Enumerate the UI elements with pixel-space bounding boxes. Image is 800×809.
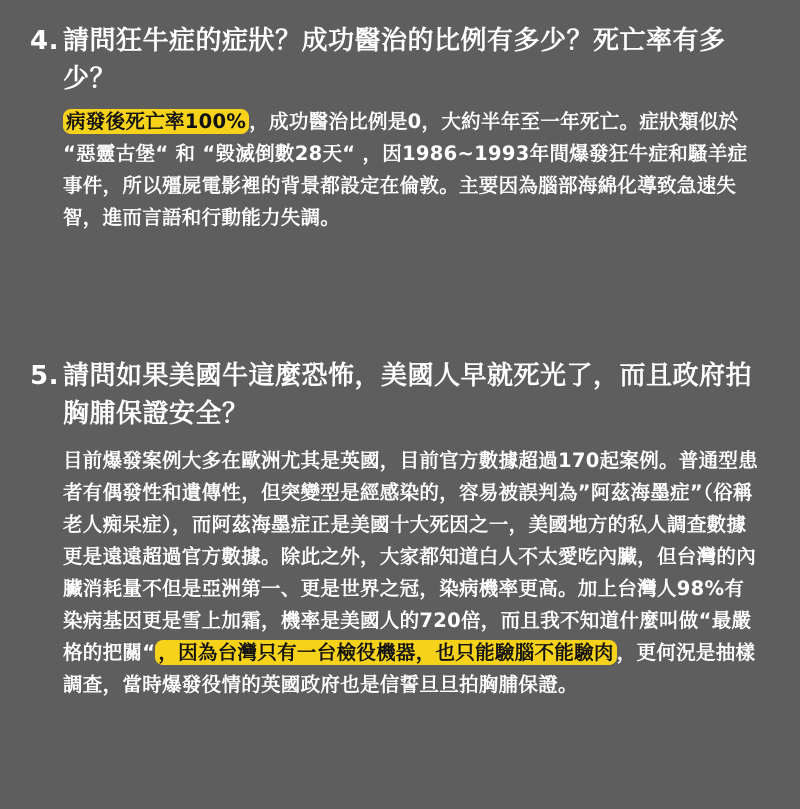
answer-5 (63, 445, 758, 701)
qa-item-5 (0, 357, 800, 701)
answer-text: ，成功醫治比例是0，大約半年至一年死亡。症狀類似於 “惡靈古堡“ 和 “毀滅倒數28天“ ，因1986~1993年間爆發狂牛症和騷羊症事件，所以殭屍電影裡的背景都設定在倫敦。主要因為腦部海綿化導致急速失智，進而言語和行動能力失調。 (63, 110, 748, 229)
question-number: 4. (30, 26, 59, 56)
highlighted-text: 病發後死亡率100% (63, 109, 249, 134)
qa-item-4 (0, 22, 800, 234)
question-4 (0, 22, 800, 98)
answer-4 (63, 106, 758, 234)
answer-text: 目前爆發案例大多在歐洲尤其是英國，目前官方數據超過170起案例。普通型患者有偶發性和遺傳性，但突變型是經感染的，容易被誤判為”阿茲海墨症”（俗稱老人痴呆症），而阿茲海墨症正是美國十大死因之一，美國地方的私人調查數據更是遠遠超過官方數據。除此之外，大家都知道白人不太愛吃內臟，但台灣的內臟消耗量不但是亞洲第一、更是世界之冠，染病機率更高。加上台灣人98%有染病基因更是雪上加霜，機率是美國人的720倍，而且我不知道什麼叫做“最嚴格的把關“ (63, 449, 759, 664)
question-5 (0, 357, 800, 433)
answer-text-continued: ，更何況是抽樣調查，當時爆發役情的英國政府也是信誓旦旦拍胸脯保證。 (63, 641, 756, 696)
highlighted-text: ，因為台灣只有一台檢役機器，也只能驗腦不能驗肉 (155, 640, 616, 665)
question-number: 5. (30, 361, 59, 391)
question-text: 請問如果美國牛這麼恐怖，美國人早就死光了，而且政府拍胸脯保證安全？ (63, 361, 753, 429)
question-text: 請問狂牛症的症狀？成功醫治的比例有多少？死亡率有多少？ (63, 26, 726, 94)
